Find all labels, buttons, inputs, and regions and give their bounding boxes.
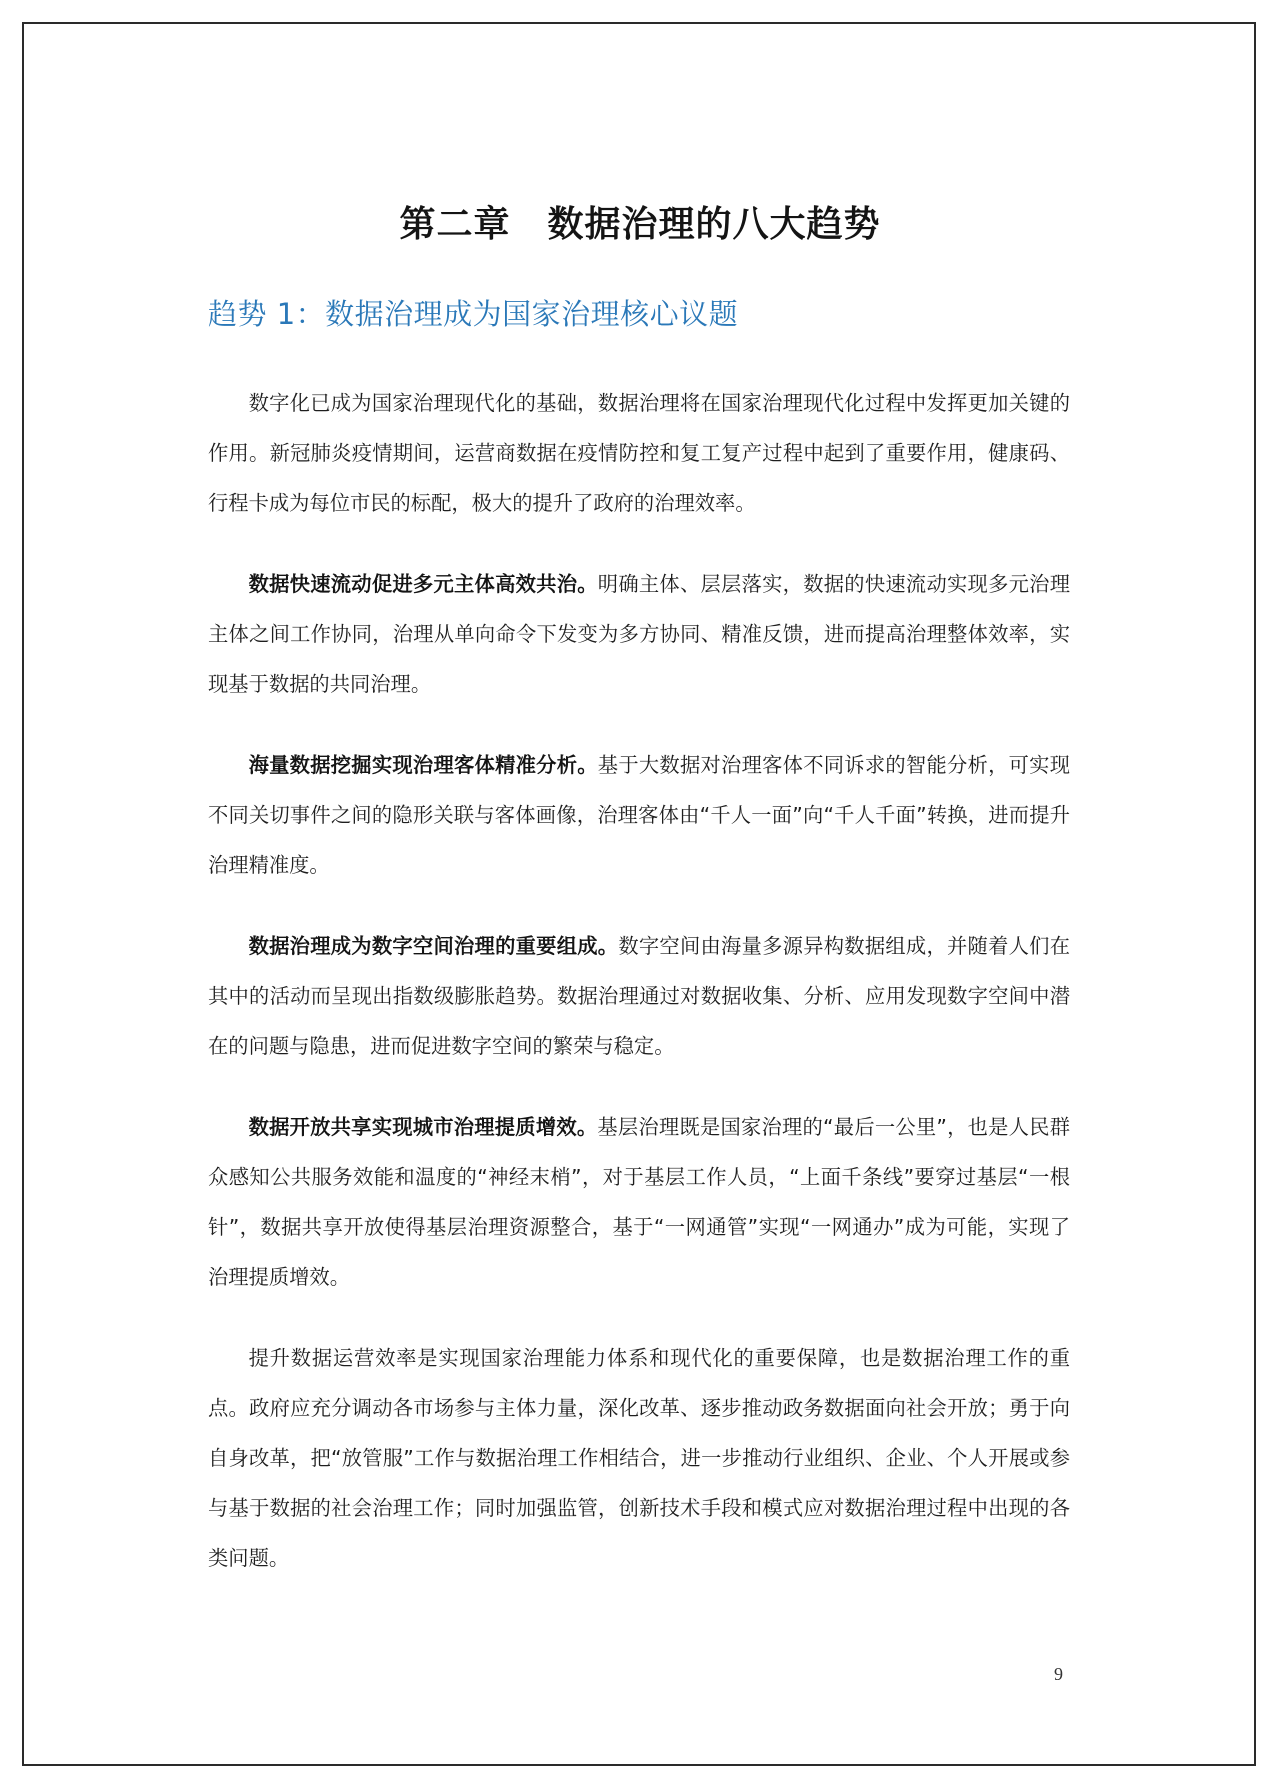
- paragraph-3-lead: 海量数据挖掘实现治理客体精准分析。: [248, 753, 598, 777]
- paragraph-1: [208, 378, 1070, 528]
- paragraph-3-text: 基于大数据对治理客体不同诉求的智能分析，可实现不同关切事件之间的隐形关联与客体画像，治理客体由“千人一面”向“千人千面”转换，进而提升治理精准度。: [208, 753, 1070, 877]
- page-number: 9: [1054, 1664, 1063, 1684]
- paragraph-6-text: 提升数据运营效率是实现国家治理能力体系和现代化的重要保障，也是数据治理工作的重点。政府应充分调动各市场参与主体力量，深化改革、逐步推动政务数据面向社会开放；勇于向自身改革，把“放管服”工作与数据治理工作相结合，进一步推动行业组织、企业、个人开展或参与基于数据的社会治理工作；同时加强监管，创新技术手段和模式应对数据治理过程中出现的各类问题。: [208, 1346, 1070, 1570]
- paragraph-5-text: 基层治理既是国家治理的“最后一公里”，也是人民群众感知公共服务效能和温度的“神经末梢”，对于基层工作人员，“上面千条线”要穿过基层“一根针”，数据共享开放使得基层治理资源整合，基于“一网通管”实现“一网通办”成为可能，实现了治理提质增效。: [208, 1115, 1070, 1289]
- paragraph-4: [208, 921, 1070, 1071]
- section-title: 趋势 1：数据治理成为国家治理核心议题: [208, 297, 739, 331]
- paragraph-1-text: 数字化已成为国家治理现代化的基础，数据治理将在国家治理现代化过程中发挥更加关键的作用。新冠肺炎疫情期间，运营商数据在疫情防控和复工复产过程中起到了重要作用，健康码、行程卡成为每位市民的标配，极大的提升了政府的治理效率。: [208, 391, 1070, 515]
- paragraph-5: [208, 1102, 1070, 1302]
- paragraph-4-text: 数字空间由海量多源异构数据组成，并随着人们在其中的活动而呈现出指数级膨胀趋势。数据治理通过对数据收集、分析、应用发现数字空间中潜在的问题与隐患，进而促进数字空间的繁荣与稳定。: [208, 934, 1070, 1058]
- paragraph-6: [208, 1333, 1070, 1583]
- paragraph-5-lead: 数据开放共享实现城市治理提质增效。: [248, 1115, 598, 1139]
- body-content: [208, 378, 1070, 1614]
- paragraph-4-lead: 数据治理成为数字空间治理的重要组成。: [248, 934, 619, 958]
- chapter-title: 第二章 数据治理的八大趋势: [399, 204, 881, 245]
- paragraph-3: [208, 740, 1070, 890]
- paragraph-2-lead: 数据快速流动促进多元主体高效共治。: [248, 572, 598, 596]
- paragraph-2: [208, 559, 1070, 709]
- paragraph-2-text: 明确主体、层层落实，数据的快速流动实现多元治理主体之间工作协同，治理从单向命令下发变为多方协同、精准反馈，进而提高治理整体效率，实现基于数据的共同治理。: [208, 572, 1070, 696]
